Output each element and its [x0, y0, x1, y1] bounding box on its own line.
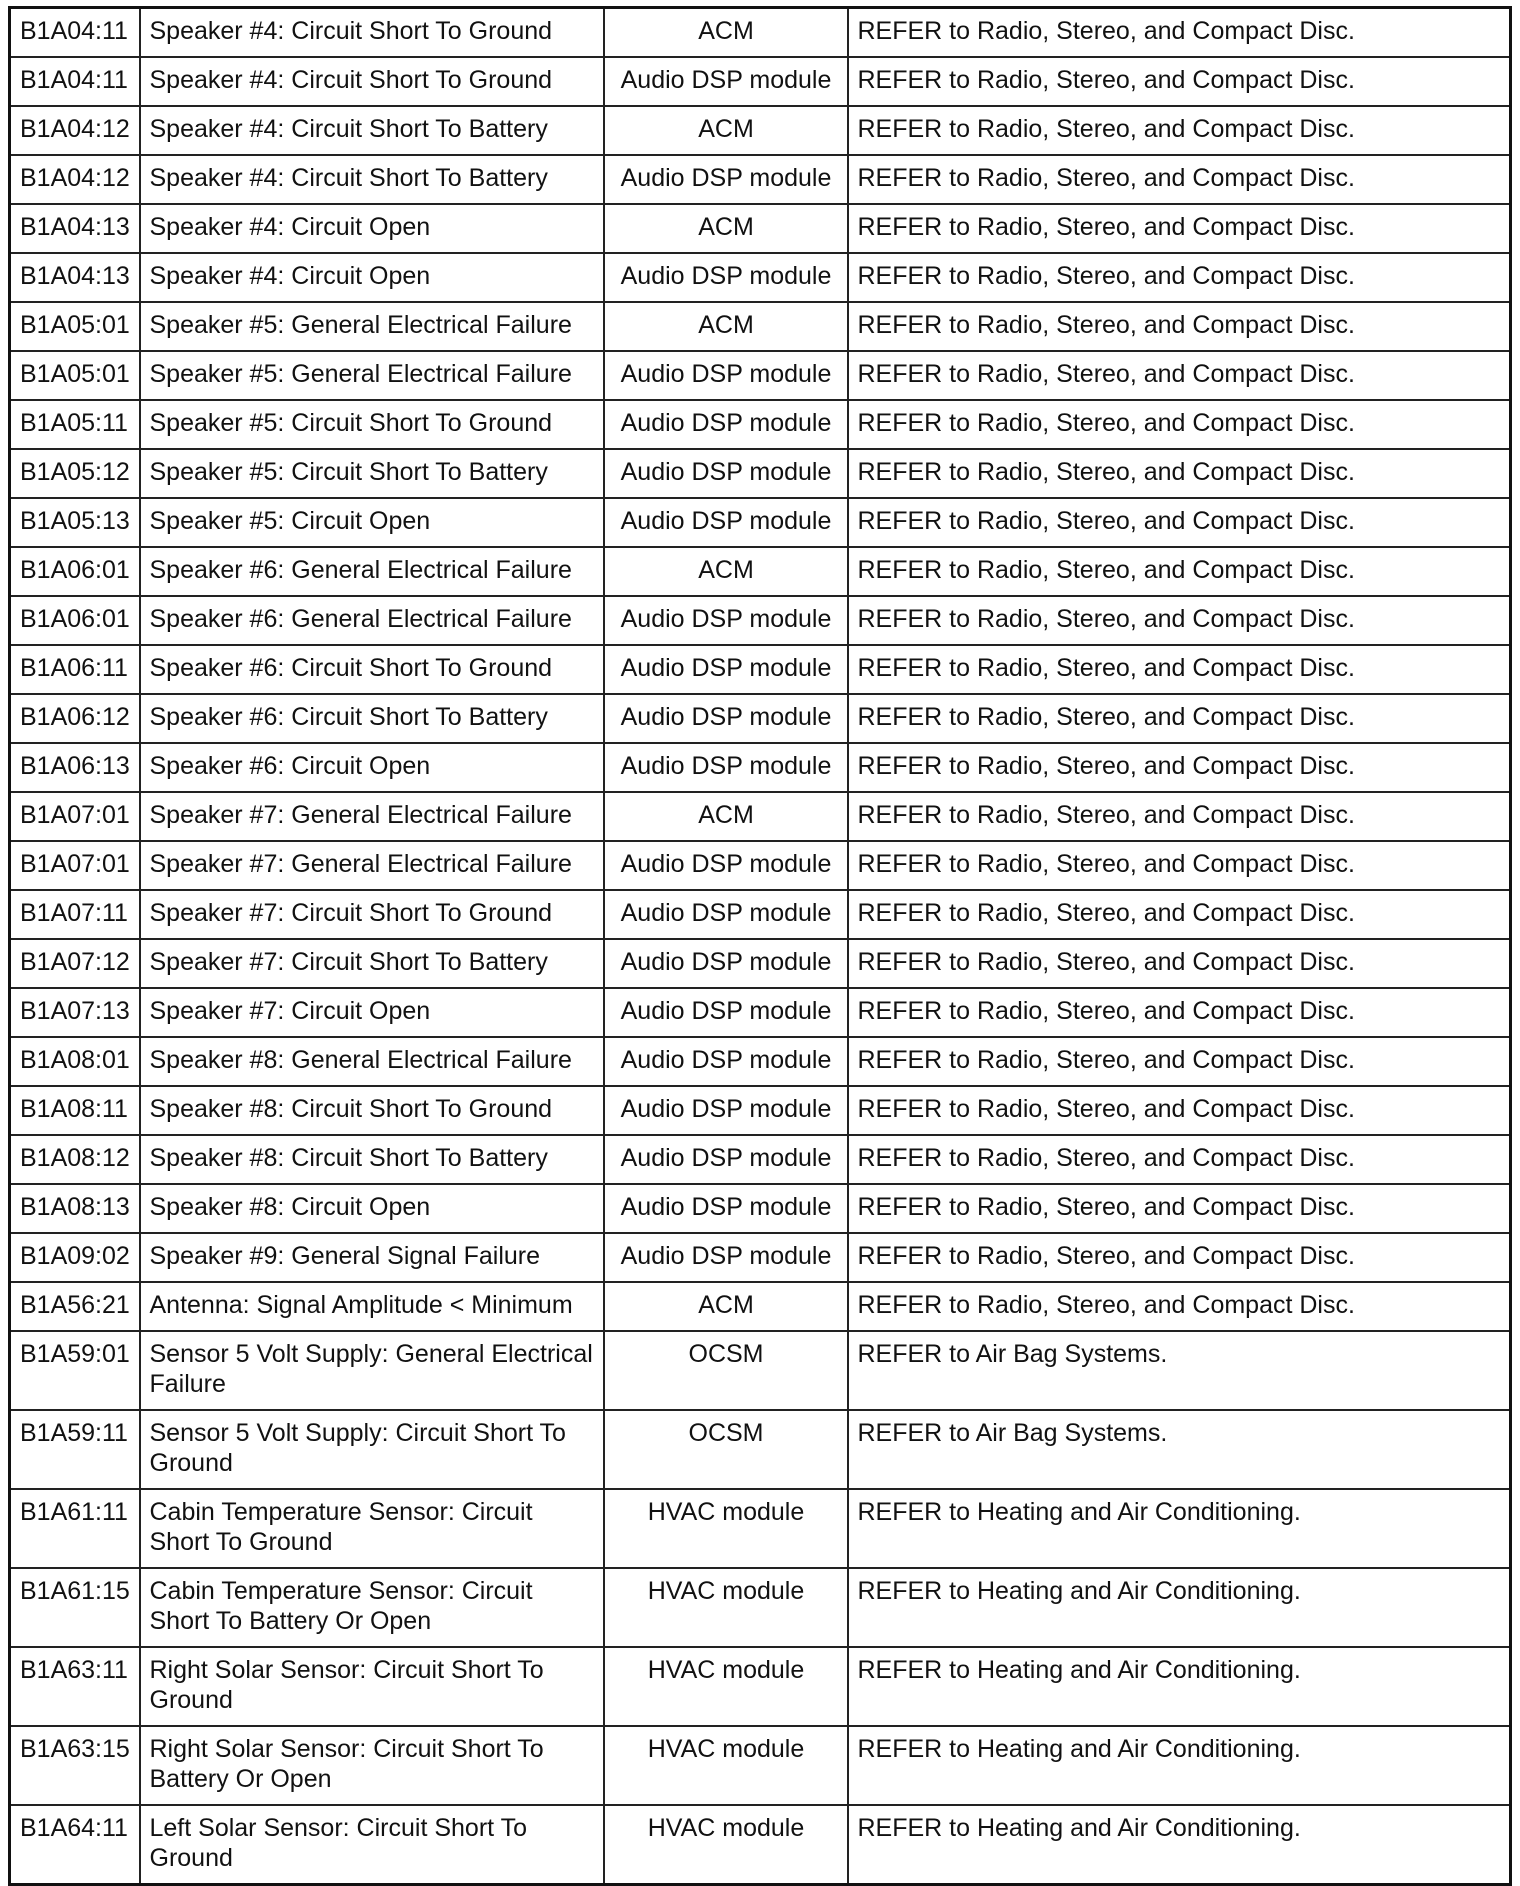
dtc-description: Left Solar Sensor: Circuit Short To Ground [140, 1805, 604, 1885]
table-row [10, 547, 1511, 596]
dtc-table-body [10, 8, 1511, 1885]
dtc-source-module: ACM [604, 1282, 848, 1331]
dtc-action: REFER to Radio, Stereo, and Compact Disc. [848, 1135, 1511, 1184]
dtc-action: REFER to Radio, Stereo, and Compact Disc. [848, 498, 1511, 547]
table-row [10, 1331, 1511, 1410]
table-row [10, 1647, 1511, 1726]
dtc-description: Speaker #4: Circuit Short To Battery [140, 155, 604, 204]
table-row [10, 106, 1511, 155]
dtc-source-module: ACM [604, 792, 848, 841]
dtc-code: B1A07:12 [10, 939, 140, 988]
table-row [10, 1489, 1511, 1568]
dtc-action: REFER to Heating and Air Conditioning. [848, 1568, 1511, 1647]
dtc-source-module: Audio DSP module [604, 400, 848, 449]
dtc-action: REFER to Radio, Stereo, and Compact Disc. [848, 253, 1511, 302]
dtc-code: B1A09:02 [10, 1233, 140, 1282]
table-row [10, 400, 1511, 449]
dtc-source-module: ACM [604, 8, 848, 58]
dtc-description: Speaker #4: Circuit Open [140, 204, 604, 253]
dtc-description: Speaker #7: Circuit Open [140, 988, 604, 1037]
dtc-code: B1A06:12 [10, 694, 140, 743]
dtc-code: B1A07:11 [10, 890, 140, 939]
dtc-description: Sensor 5 Volt Supply: General Electrical Failure [140, 1331, 604, 1410]
dtc-description: Speaker #6: General Electrical Failure [140, 596, 604, 645]
dtc-description: Speaker #8: Circuit Short To Battery [140, 1135, 604, 1184]
table-row [10, 792, 1511, 841]
dtc-code: B1A61:15 [10, 1568, 140, 1647]
dtc-action: REFER to Radio, Stereo, and Compact Disc. [848, 841, 1511, 890]
dtc-action: REFER to Air Bag Systems. [848, 1410, 1511, 1489]
dtc-action: REFER to Radio, Stereo, and Compact Disc. [848, 204, 1511, 253]
dtc-description: Speaker #8: Circuit Short To Ground [140, 1086, 604, 1135]
dtc-action: REFER to Radio, Stereo, and Compact Disc. [848, 155, 1511, 204]
dtc-action: REFER to Radio, Stereo, and Compact Disc. [848, 400, 1511, 449]
dtc-source-module: OCSM [604, 1410, 848, 1489]
dtc-code: B1A06:01 [10, 547, 140, 596]
dtc-description: Cabin Temperature Sensor: Circuit Short To Ground [140, 1489, 604, 1568]
dtc-source-module: Audio DSP module [604, 645, 848, 694]
dtc-source-module: Audio DSP module [604, 1184, 848, 1233]
table-row [10, 449, 1511, 498]
dtc-action: REFER to Radio, Stereo, and Compact Disc. [848, 449, 1511, 498]
table-row [10, 1282, 1511, 1331]
dtc-source-module: ACM [604, 547, 848, 596]
dtc-description: Speaker #8: Circuit Open [140, 1184, 604, 1233]
dtc-description: Speaker #5: Circuit Short To Ground [140, 400, 604, 449]
dtc-description: Speaker #4: Circuit Open [140, 253, 604, 302]
dtc-code: B1A61:11 [10, 1489, 140, 1568]
dtc-source-module: Audio DSP module [604, 498, 848, 547]
dtc-source-module: OCSM [604, 1331, 848, 1410]
dtc-source-module: Audio DSP module [604, 1086, 848, 1135]
dtc-action: REFER to Heating and Air Conditioning. [848, 1726, 1511, 1805]
dtc-action: REFER to Radio, Stereo, and Compact Disc. [848, 1184, 1511, 1233]
dtc-code: B1A08:01 [10, 1037, 140, 1086]
dtc-description: Antenna: Signal Amplitude < Minimum [140, 1282, 604, 1331]
table-row [10, 890, 1511, 939]
dtc-source-module: Audio DSP module [604, 351, 848, 400]
dtc-action: REFER to Radio, Stereo, and Compact Disc. [848, 547, 1511, 596]
dtc-source-module: Audio DSP module [604, 841, 848, 890]
dtc-source-module: Audio DSP module [604, 939, 848, 988]
dtc-description: Speaker #5: General Electrical Failure [140, 351, 604, 400]
dtc-code: B1A08:11 [10, 1086, 140, 1135]
table-row [10, 155, 1511, 204]
dtc-code: B1A59:11 [10, 1410, 140, 1489]
dtc-code: B1A05:01 [10, 351, 140, 400]
dtc-table [8, 6, 1512, 1886]
dtc-description: Speaker #7: General Electrical Failure [140, 841, 604, 890]
dtc-code: B1A05:11 [10, 400, 140, 449]
dtc-source-module: Audio DSP module [604, 988, 848, 1037]
dtc-description: Cabin Temperature Sensor: Circuit Short To Battery Or Open [140, 1568, 604, 1647]
dtc-description: Speaker #9: General Signal Failure [140, 1233, 604, 1282]
dtc-code: B1A05:12 [10, 449, 140, 498]
dtc-action: REFER to Radio, Stereo, and Compact Disc. [848, 645, 1511, 694]
dtc-description: Speaker #6: Circuit Short To Battery [140, 694, 604, 743]
dtc-action: REFER to Radio, Stereo, and Compact Disc. [848, 1037, 1511, 1086]
dtc-description: Speaker #6: General Electrical Failure [140, 547, 604, 596]
dtc-action: REFER to Heating and Air Conditioning. [848, 1647, 1511, 1726]
table-row [10, 351, 1511, 400]
dtc-description: Sensor 5 Volt Supply: Circuit Short To Ground [140, 1410, 604, 1489]
dtc-description: Speaker #4: Circuit Short To Ground [140, 8, 604, 58]
dtc-source-module: ACM [604, 106, 848, 155]
table-row [10, 498, 1511, 547]
dtc-description: Speaker #7: General Electrical Failure [140, 792, 604, 841]
dtc-source-module: HVAC module [604, 1726, 848, 1805]
table-row [10, 1184, 1511, 1233]
dtc-action: REFER to Radio, Stereo, and Compact Disc. [848, 792, 1511, 841]
dtc-description: Speaker #5: Circuit Open [140, 498, 604, 547]
table-row [10, 57, 1511, 106]
dtc-code: B1A05:01 [10, 302, 140, 351]
dtc-source-module: HVAC module [604, 1805, 848, 1885]
dtc-source-module: ACM [604, 302, 848, 351]
dtc-source-module: Audio DSP module [604, 694, 848, 743]
dtc-source-module: ACM [604, 204, 848, 253]
dtc-source-module: Audio DSP module [604, 1037, 848, 1086]
dtc-action: REFER to Radio, Stereo, and Compact Disc. [848, 106, 1511, 155]
dtc-code: B1A07:01 [10, 841, 140, 890]
dtc-action: REFER to Heating and Air Conditioning. [848, 1489, 1511, 1568]
dtc-code: B1A63:11 [10, 1647, 140, 1726]
table-row [10, 8, 1511, 58]
dtc-code: B1A64:11 [10, 1805, 140, 1885]
table-row [10, 1233, 1511, 1282]
dtc-action: REFER to Air Bag Systems. [848, 1331, 1511, 1410]
dtc-code: B1A04:13 [10, 253, 140, 302]
dtc-source-module: HVAC module [604, 1489, 848, 1568]
dtc-code: B1A07:13 [10, 988, 140, 1037]
table-row [10, 645, 1511, 694]
table-row [10, 743, 1511, 792]
table-row [10, 694, 1511, 743]
dtc-code: B1A59:01 [10, 1331, 140, 1410]
table-row [10, 939, 1511, 988]
dtc-description: Right Solar Sensor: Circuit Short To Battery Or Open [140, 1726, 604, 1805]
dtc-description: Speaker #8: General Electrical Failure [140, 1037, 604, 1086]
dtc-code: B1A04:11 [10, 57, 140, 106]
table-row [10, 1086, 1511, 1135]
table-row [10, 302, 1511, 351]
dtc-description: Speaker #4: Circuit Short To Ground [140, 57, 604, 106]
dtc-code: B1A07:01 [10, 792, 140, 841]
dtc-code: B1A08:12 [10, 1135, 140, 1184]
dtc-description: Speaker #6: Circuit Short To Ground [140, 645, 604, 694]
dtc-code: B1A06:01 [10, 596, 140, 645]
dtc-action: REFER to Radio, Stereo, and Compact Disc. [848, 988, 1511, 1037]
dtc-action: REFER to Radio, Stereo, and Compact Disc. [848, 57, 1511, 106]
table-row [10, 1037, 1511, 1086]
dtc-code: B1A63:15 [10, 1726, 140, 1805]
dtc-description: Speaker #4: Circuit Short To Battery [140, 106, 604, 155]
table-row [10, 204, 1511, 253]
table-row [10, 596, 1511, 645]
dtc-source-module: Audio DSP module [604, 1233, 848, 1282]
dtc-description: Speaker #6: Circuit Open [140, 743, 604, 792]
dtc-action: REFER to Radio, Stereo, and Compact Disc. [848, 939, 1511, 988]
table-row [10, 841, 1511, 890]
dtc-source-module: Audio DSP module [604, 57, 848, 106]
dtc-action: REFER to Radio, Stereo, and Compact Disc. [848, 694, 1511, 743]
dtc-action: REFER to Radio, Stereo, and Compact Disc. [848, 1233, 1511, 1282]
table-row [10, 1805, 1511, 1885]
table-row [10, 1726, 1511, 1805]
dtc-code: B1A05:13 [10, 498, 140, 547]
dtc-action: REFER to Radio, Stereo, and Compact Disc. [848, 1282, 1511, 1331]
table-row [10, 1410, 1511, 1489]
table-row [10, 1568, 1511, 1647]
dtc-source-module: Audio DSP module [604, 449, 848, 498]
table-row [10, 253, 1511, 302]
dtc-description: Speaker #5: General Electrical Failure [140, 302, 604, 351]
dtc-action: REFER to Radio, Stereo, and Compact Disc. [848, 302, 1511, 351]
dtc-code: B1A04:13 [10, 204, 140, 253]
dtc-code: B1A04:12 [10, 155, 140, 204]
table-row [10, 988, 1511, 1037]
dtc-code: B1A04:12 [10, 106, 140, 155]
dtc-code: B1A06:13 [10, 743, 140, 792]
dtc-source-module: Audio DSP module [604, 155, 848, 204]
dtc-action: REFER to Radio, Stereo, and Compact Disc. [848, 890, 1511, 939]
dtc-source-module: Audio DSP module [604, 743, 848, 792]
dtc-source-module: Audio DSP module [604, 253, 848, 302]
dtc-source-module: HVAC module [604, 1647, 848, 1726]
dtc-source-module: HVAC module [604, 1568, 848, 1647]
dtc-description: Speaker #7: Circuit Short To Ground [140, 890, 604, 939]
dtc-description: Speaker #5: Circuit Short To Battery [140, 449, 604, 498]
dtc-source-module: Audio DSP module [604, 1135, 848, 1184]
dtc-code: B1A04:11 [10, 8, 140, 58]
dtc-action: REFER to Radio, Stereo, and Compact Disc. [848, 596, 1511, 645]
dtc-description: Speaker #7: Circuit Short To Battery [140, 939, 604, 988]
dtc-source-module: Audio DSP module [604, 596, 848, 645]
dtc-action: REFER to Radio, Stereo, and Compact Disc. [848, 351, 1511, 400]
dtc-code: B1A06:11 [10, 645, 140, 694]
dtc-source-module: Audio DSP module [604, 890, 848, 939]
dtc-description: Right Solar Sensor: Circuit Short To Ground [140, 1647, 604, 1726]
table-row [10, 1135, 1511, 1184]
dtc-action: REFER to Radio, Stereo, and Compact Disc. [848, 8, 1511, 58]
dtc-action: REFER to Heating and Air Conditioning. [848, 1805, 1511, 1885]
dtc-code: B1A56:21 [10, 1282, 140, 1331]
dtc-action: REFER to Radio, Stereo, and Compact Disc. [848, 743, 1511, 792]
dtc-action: REFER to Radio, Stereo, and Compact Disc. [848, 1086, 1511, 1135]
dtc-code: B1A08:13 [10, 1184, 140, 1233]
